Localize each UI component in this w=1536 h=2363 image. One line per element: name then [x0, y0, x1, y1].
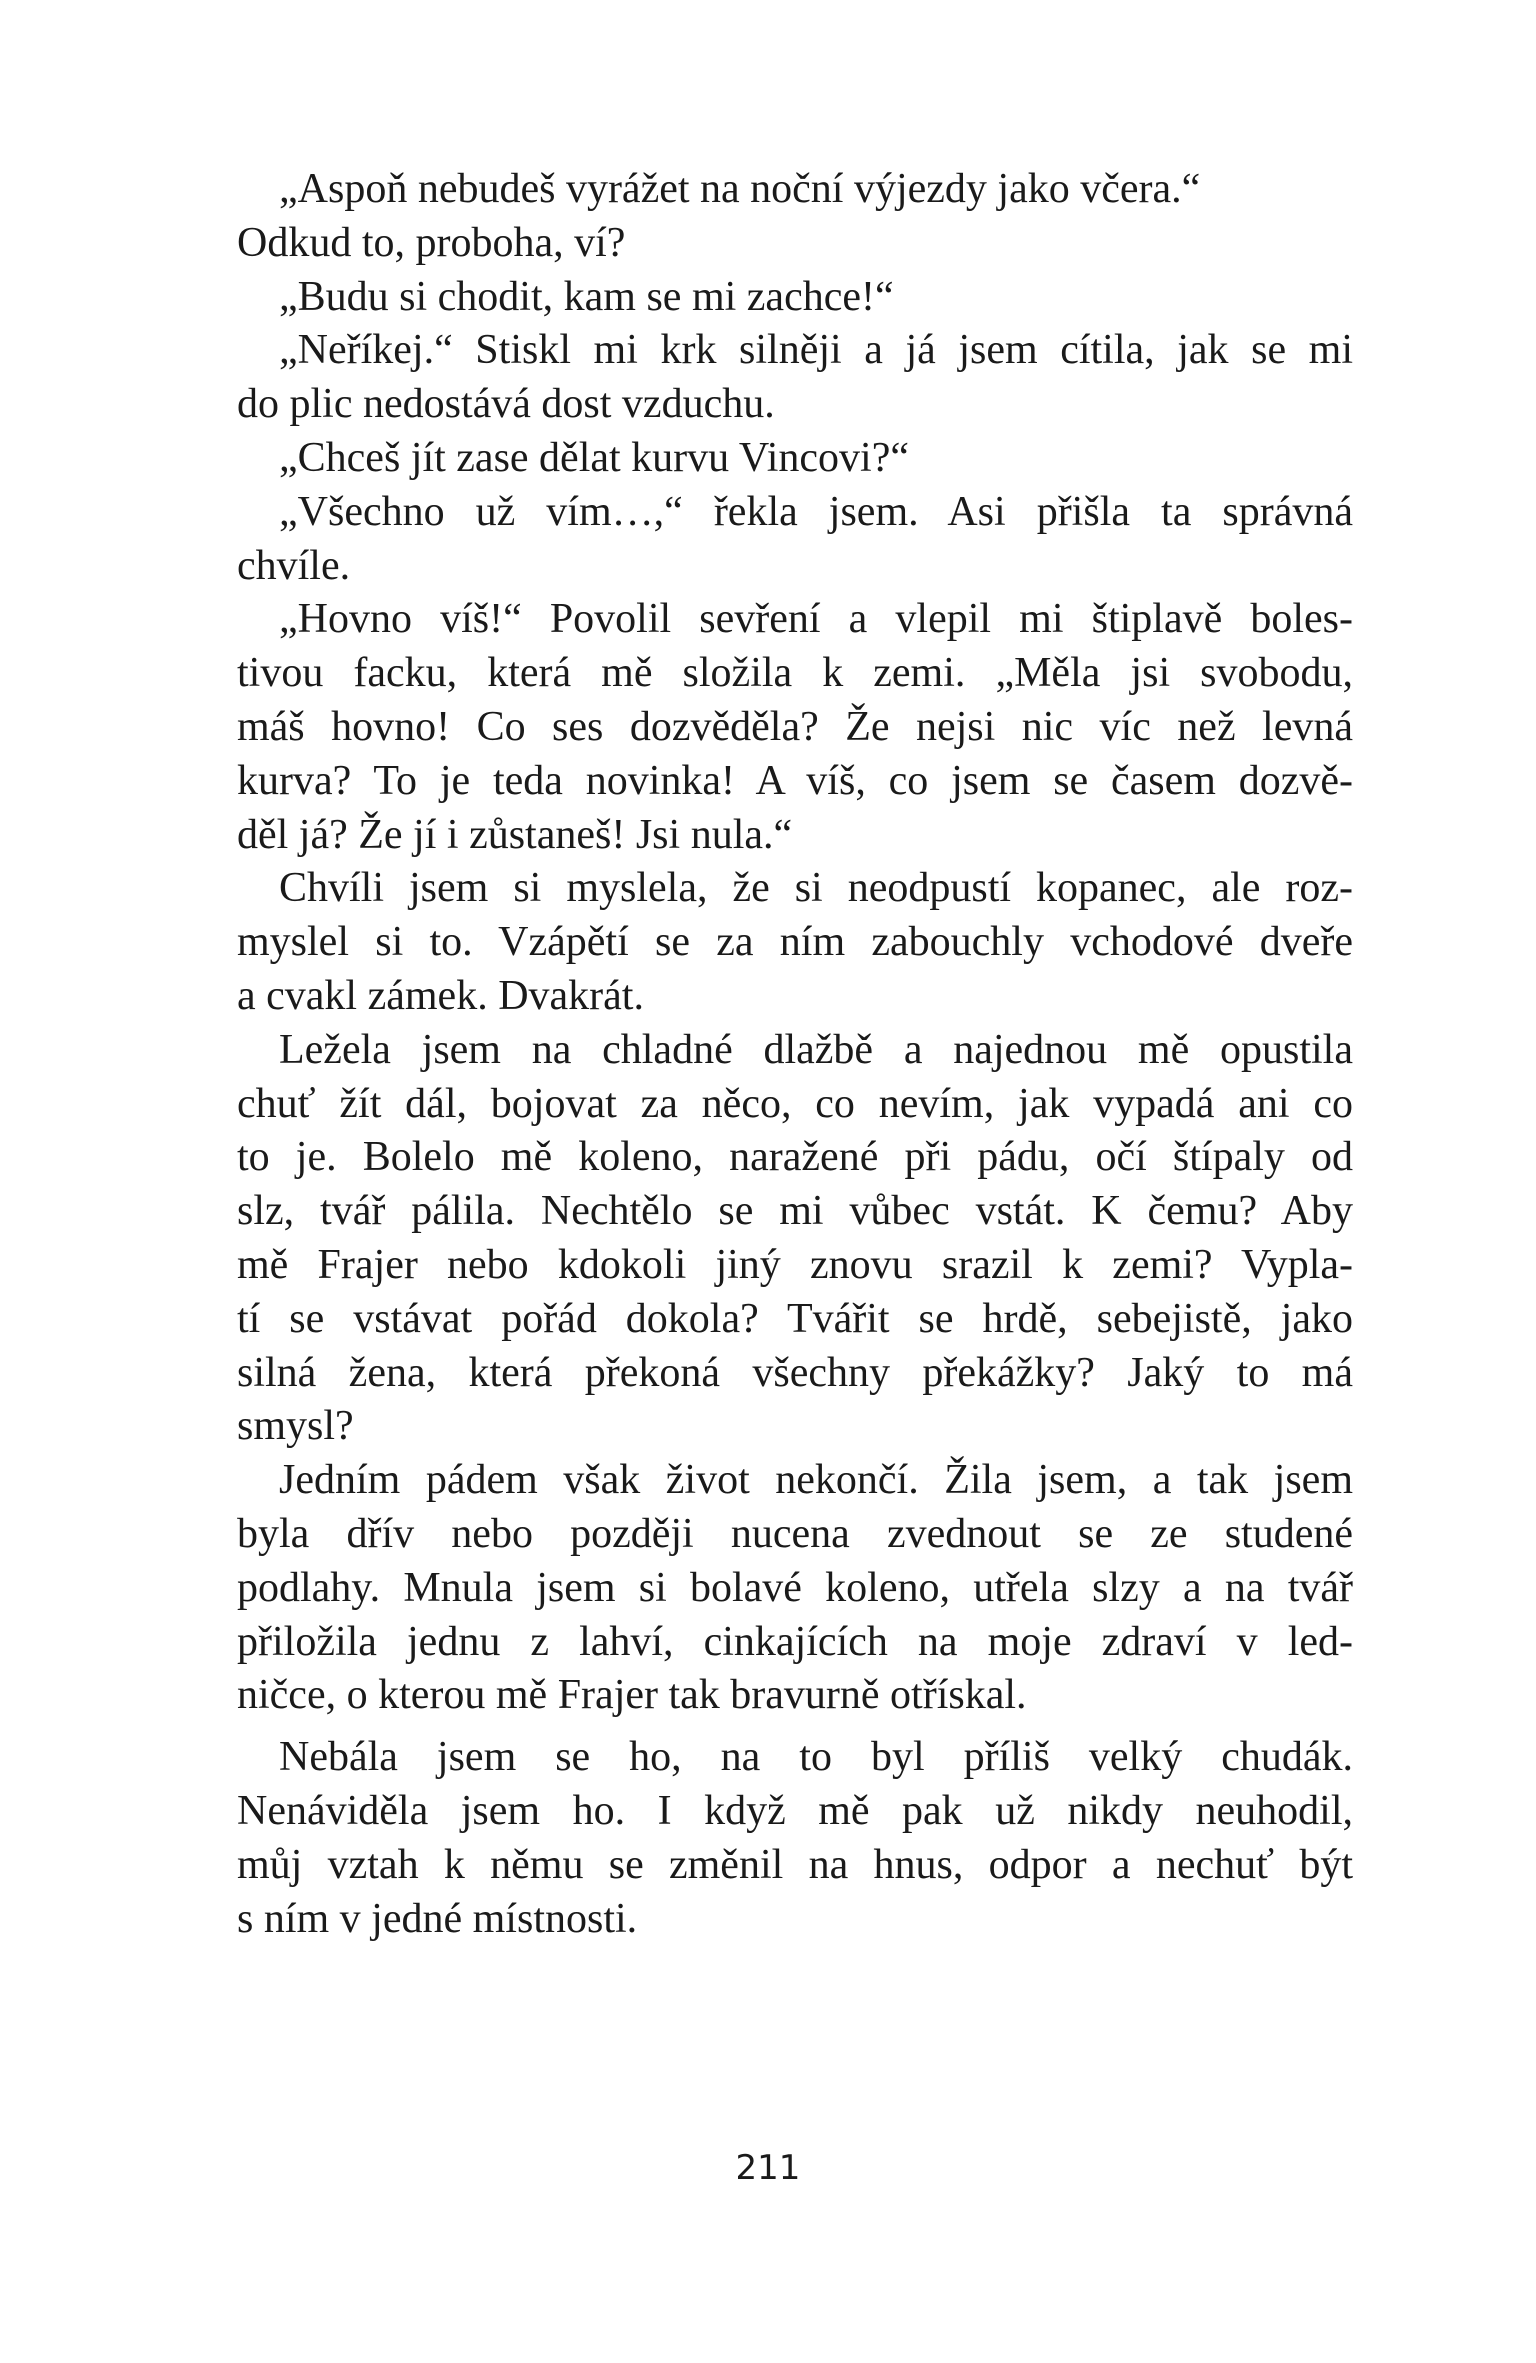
text-line: ničce, o kterou mě Frajer tak bravurně otřískal. — [237, 1672, 1027, 1719]
text-line: děl já? Že jí i zůstaneš! Jsi nula.“ — [237, 811, 793, 858]
text-line: „Aspoň nebudeš vyrážet na noční výjezdy jako včera.“ — [279, 166, 1201, 212]
text-line: Ležela jsem na chladné dlažbě a najednou mě opustila — [279, 1026, 1353, 1073]
text-line: tivou facku, která mě složila k zemi. „Měla jsi svobodu, — [237, 650, 1353, 697]
text-line: máš hovno! Co ses dozvěděla? Že nejsi nic víc než levná — [237, 703, 1353, 750]
text-line: „Neříkej.“ Stiskl mi krk silněji a já jsem cítila, jak se mi — [279, 327, 1353, 374]
text-line: do plic nedostává dost vzduchu. — [237, 381, 775, 428]
text-line: „Hovno víš!“ Povolil sevření a vlepil mi štiplavě boles- — [279, 596, 1353, 643]
text-line: přiložila jednu z lahví, cinkajících na moje zdraví v led- — [237, 1618, 1353, 1665]
text-line: „Všechno už vím…,“ řekla jsem. Asi přišla ta správná — [279, 488, 1353, 535]
text-line: s ním v jedné místnosti. — [237, 1895, 638, 1942]
text-line: chvíle. — [237, 542, 351, 589]
text-line: můj vztah k němu se změnil na hnus, odpor a nechuť být — [237, 1841, 1353, 1888]
text-line: silná žena, která překoná všechny překážky? Jaký to má — [237, 1349, 1353, 1396]
text-line: „Budu si chodit, kam se mi zachce!“ — [279, 273, 894, 320]
body-text — [237, 163, 1353, 1946]
text-line: slz, tvář pálila. Nechtělo se mi vůbec vstát. K čemu? Aby — [237, 1188, 1353, 1235]
text-line: smysl? — [237, 1403, 354, 1450]
text-line: „Chceš jít zase dělat kurvu Vincovi?“ — [279, 434, 909, 481]
text-line: podlahy. Mnula jsem si bolavé koleno, utřela slzy a na tvář — [237, 1564, 1353, 1611]
text-line: to je. Bolelo mě koleno, naražené při pádu, očí štípaly od — [237, 1134, 1353, 1181]
text-line: Odkud to, proboha, ví? — [237, 219, 626, 266]
text-line: byla dřív nebo později nucena zvednout se ze studené — [237, 1510, 1353, 1557]
text-line: Nebála jsem se ho, na to byl příliš velký chudák. — [279, 1734, 1353, 1781]
text-line: myslel si to. Vzápětí se za ním zabouchly vchodové dveře — [237, 919, 1353, 966]
text-line: tí se vstávat pořád dokola? Tvářit se hrdě, sebejistě, jako — [237, 1295, 1353, 1342]
text-line: Jedním pádem však život nekončí. Žila jsem, a tak jsem — [279, 1457, 1353, 1504]
text-line: chuť žít dál, bojovat za něco, co nevím, jak vypadá ani co — [237, 1080, 1353, 1127]
text-line: kurva? To je teda novinka! A víš, co jsem se časem dozvě- — [237, 757, 1353, 804]
text-line: Chvíli jsem si myslela, že si neodpustí kopanec, ale roz- — [279, 865, 1353, 912]
text-line: mě Frajer nebo kdokoli jiný znovu srazil k zemi? Vypla- — [237, 1241, 1353, 1288]
text-line: Nenáviděla jsem ho. I když mě pak už nikdy neuhodil, — [237, 1787, 1353, 1834]
page-number: 211 — [735, 2148, 801, 2188]
text-line: a cvakl zámek. Dvakrát. — [237, 972, 644, 1019]
